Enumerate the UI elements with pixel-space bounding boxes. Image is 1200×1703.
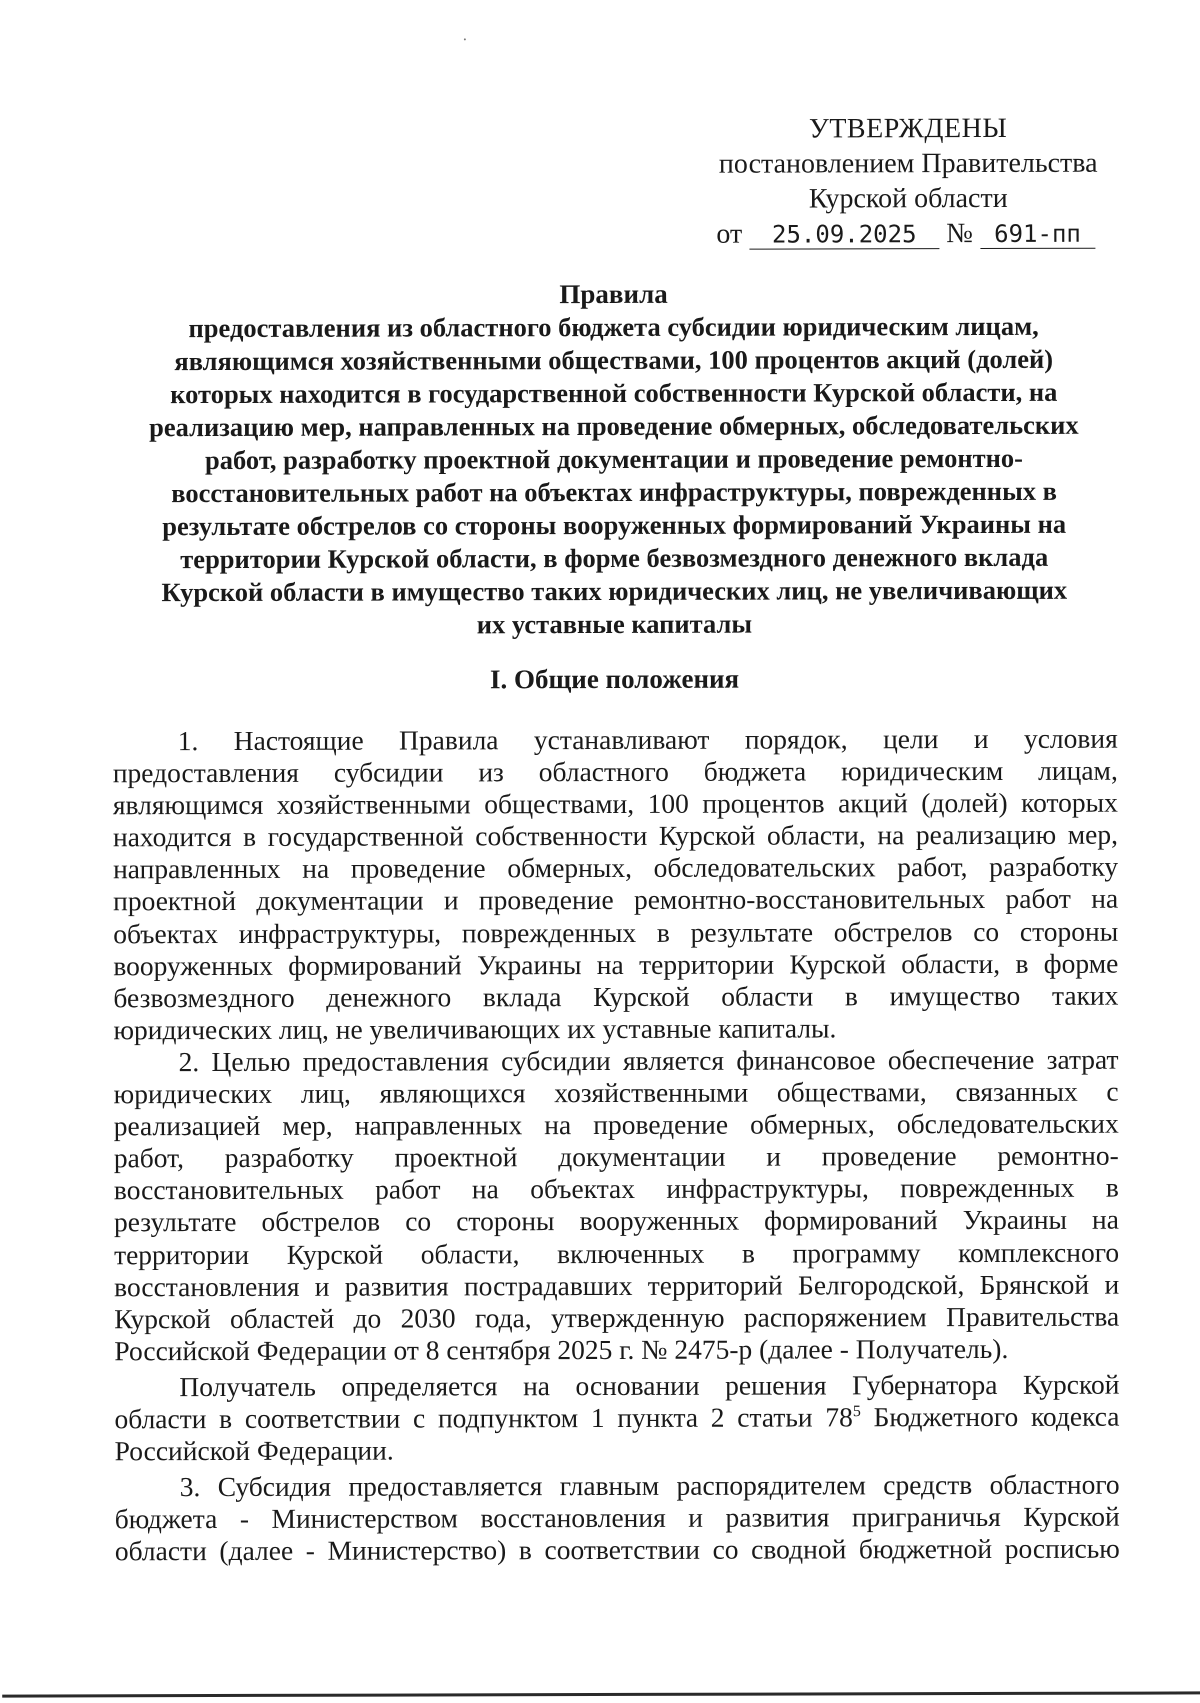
paragraph-1-line: направленных на проведение обмерных, обследовательских работ, разработку [113,851,1119,885]
paragraph-1-line: вооруженных формирований Украины на территории Курской области, в форме [113,947,1119,981]
paragraph-2-line: работ, разработку проектной документации и проведение ремонтно- [113,1139,1119,1174]
document-date: 25.09.2025 [749,220,939,249]
paragraph-2-line: результате обстрелов со стороны вооруженных формирований Украины на [113,1204,1120,1238]
approval-heading: УТВЕРЖДЕНЫ [808,112,1008,145]
paragraph-2-line: Курской областей до 2030 года, утвержденную распоряжением Правительства [114,1300,1120,1334]
paragraph-2b-line: Получатель определяется на основании решения Губернатора Курской [179,1368,1120,1402]
title-line: территории Курской области, в форме безвозмездного денежного вклада [180,541,1049,575]
section-heading: I. Общие положения [489,663,740,695]
title-line: являющимся хозяйственными обществами, 100 процентов акций (долей) [174,343,1054,377]
title-line: работ, разработку проектной документации и проведение ремонтно- [204,442,1023,476]
paragraph-2-line: восстановительных работ на объектах инфраструктуры, поврежденных в [113,1171,1119,1206]
document-body [113,723,1120,1568]
scan-bottom-edge [2,1691,1200,1697]
paragraph-1-line: находится в государственной собственности Курской области, на реализацию мер, [112,818,1119,853]
approval-stamp-block [698,111,1118,252]
paragraph-1-line: юридических лиц, не увеличивающих их уставные капиталы. [113,1012,837,1046]
paragraph-1-line: проектной документации и проведение ремонтно-восстановительных работ на [113,883,1119,917]
title-line: реализацию мер, направленных на проведение обмерных, обследовательских [149,409,1079,443]
approval-region: Курской области [808,182,1008,215]
scan-speck [464,38,466,40]
document-title [119,277,1110,643]
paragraph-2-line: реализацией мер, направленных на проведение обмерных, обследовательских [113,1107,1119,1142]
title-line: результате обстрелов со стороны вооруженных формирований Украины на [162,508,1067,542]
title-line: их уставные капиталы [476,608,753,640]
paragraph-2b-line [114,1401,1119,1436]
article-superscript: 5 [852,1403,861,1421]
paragraph-1-line: предоставления субсидии из областного бюджета юридическим лицам, [112,754,1118,789]
paragraph-2-line: юридических лиц, являющихся хозяйственными обществами, связанных с [113,1075,1119,1110]
paragraph-2-line: Российской Федерации от 8 сентября 2025 г. № 2475-р (далее - Получатель). [114,1332,1009,1367]
title-line: которых находится в государственной собственности Курской области, на [170,376,1058,410]
title-line: Курской области в имущество таких юридических лиц, не увеличивающих [161,574,1068,608]
title-heading: Правила [559,278,668,310]
paragraph-1-line: являющимся хозяйственными обществами, 100 процентов акций (долей) которых [112,786,1118,821]
paragraph-1-line: объектах инфраструктуры, поврежденных в результате обстрелов со стороны [113,915,1119,949]
title-line: восстановительных работ на объектах инфраструктуры, поврежденных в [171,475,1057,509]
paragraph-2b-line: Российской Федерации. [114,1434,394,1467]
approval-issuer: постановлением Правительства [718,147,1098,180]
approval-date-number [698,216,1118,252]
paragraph-2-line: восстановления и развития пострадавших территорий Белгородской, Брянской и [114,1268,1120,1302]
paragraph-2b-text: Бюджетного кодекса [860,1400,1120,1433]
paragraph-3-line: бюджета - Министерством восстановления и развития приграничья Курской [114,1500,1120,1535]
number-prefix: № [946,218,974,250]
paragraph-1-line: 1. Настоящие Правила устанавливают порядок, цели и условия [177,722,1118,757]
title-line: предоставления из областного бюджета субсидии юридическим лицам, [188,310,1039,344]
paragraph-1-line: безвозмездного денежного вклада Курской области в имущество таких [113,979,1119,1014]
paragraph-3-line: области (далее - Министерство) в соответствии со сводной бюджетной росписью [114,1532,1120,1567]
date-prefix: от [716,218,743,250]
paragraph-2b-text: области в соответствии с подпунктом 1 пункта 2 статьи 78 [114,1401,853,1435]
paragraph-2-line: территории Курской области, включенных в программу комплексного [114,1236,1120,1270]
paragraph-3-line: 3. Субсидия предоставляется главным распорядителем средств областного [179,1468,1120,1503]
paragraph-2-line: 2. Целью предоставления субсидии является финансовое обеспечение затрат [178,1043,1119,1078]
document-number: 691-пп [980,220,1095,249]
